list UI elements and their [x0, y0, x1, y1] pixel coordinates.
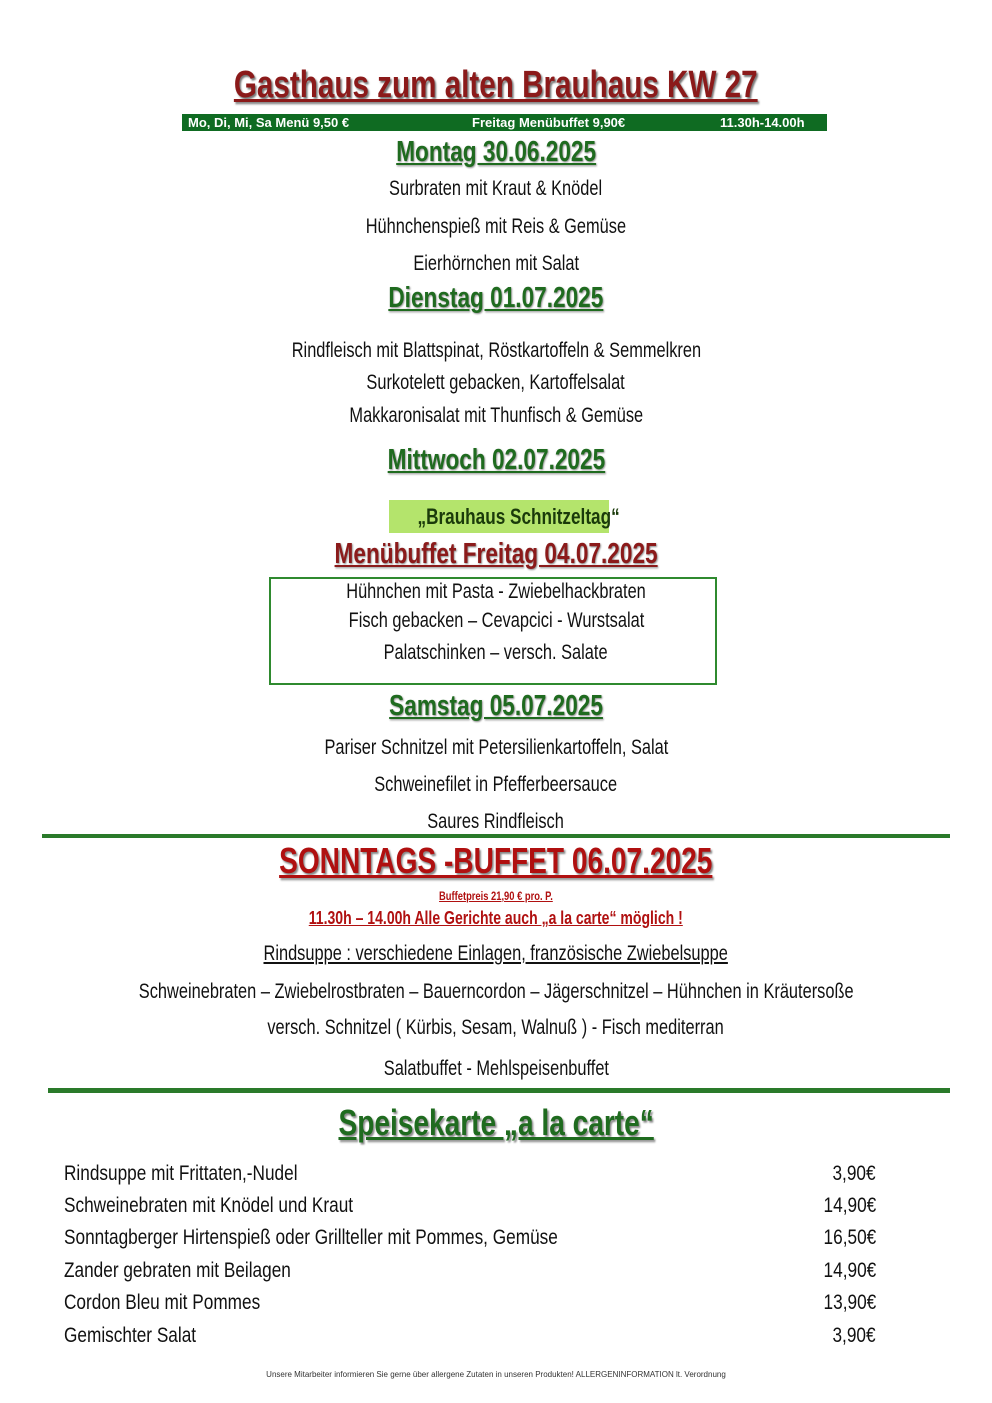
allergen-footer: Unsere Mitarbeiter informieren Sie gerne über allergene Zutaten in unseren Produkten! ALLERGENINFORMATION lt. Verordnung — [266, 1370, 726, 1379]
carte-item — [64, 1194, 876, 1224]
carte-item-name: Cordon Bleu mit Pommes — [64, 1291, 261, 1314]
carte-item — [64, 1226, 876, 1256]
carte-item — [64, 1259, 876, 1289]
page-title: Gasthaus zum alten Brauhaus KW 27 — [234, 64, 758, 106]
divider — [48, 1088, 950, 1093]
carte-item-price: 13,90€ — [823, 1291, 876, 1314]
divider — [42, 834, 950, 838]
dish-item: Eierhörnchen mit Salat — [413, 252, 579, 275]
sunday-line: Salatbuffet - Mehlspeisenbuffet — [383, 1057, 609, 1080]
info-buffet-price: Freitag Menübuffet 9,90€ — [472, 115, 626, 130]
carte-item-price: 16,50€ — [823, 1226, 876, 1249]
info-bar — [182, 114, 827, 131]
dish-item: Palatschinken – versch. Salate — [383, 641, 608, 664]
carte-item-price: 3,90€ — [832, 1324, 876, 1347]
day-heading-monday: Montag 30.06.2025 — [396, 136, 596, 168]
sunday-note: 11.30h – 14.00h Alle Gerichte auch „a la carte“ möglich ! — [308, 908, 684, 928]
carte-item-price: 14,90€ — [823, 1259, 876, 1282]
day-heading-wednesday: Mittwoch 02.07.2025 — [387, 444, 605, 476]
carte-item-name: Gemischter Salat — [64, 1324, 197, 1347]
schnitzeltag-badge: „Brauhaus Schnitzeltag“ — [389, 500, 609, 533]
day-heading-saturday: Samstag 05.07.2025 — [389, 690, 603, 722]
dish-item: Saures Rindfleisch — [427, 810, 565, 833]
info-opening-time: 11.30h-14.00h — [720, 115, 805, 130]
dish-item: Hühnchenspieß mit Reis & Gemüse — [365, 215, 627, 238]
sunday-line: versch. Schnitzel ( Kürbis, Sesam, Walnuß ) - Fisch mediterran — [267, 1016, 725, 1039]
carte-item-price: 14,90€ — [823, 1194, 876, 1217]
sunday-price: Buffetpreis 21,90 € pro. P. — [439, 889, 553, 903]
dish-item: Surbraten mit Kraut & Knödel — [389, 177, 603, 200]
carte-item-price: 3,90€ — [832, 1162, 876, 1185]
sunday-line: Schweinebraten – Zwiebelrostbraten – Bauerncordon – Jägerschnitzel – Hühnchen in Kräutersoße — [138, 980, 854, 1003]
day-heading-tuesday: Dienstag 01.07.2025 — [388, 282, 604, 314]
dish-item: Makkaronisalat mit Thunfisch & Gemüse — [349, 404, 643, 427]
info-menu-price: Mo, Di, Mi, Sa Menü 9,50 € — [188, 115, 350, 130]
carte-item — [64, 1291, 876, 1321]
dish-item: Fisch gebacken – Cevapcici - Wurstsalat — [348, 609, 644, 632]
carte-item-name: Rindsuppe mit Frittaten,-Nudel — [64, 1162, 298, 1185]
day-heading-friday: Menübuffet Freitag 04.07.2025 — [334, 538, 658, 570]
carte-item — [64, 1324, 876, 1354]
carte-item-name: Schweinebraten mit Knödel und Kraut — [64, 1194, 354, 1217]
carte-heading: Speisekarte „a la carte“ — [338, 1102, 654, 1143]
dish-item: Surkotelett gebacken, Kartoffelsalat — [366, 371, 626, 394]
carte-item-name: Zander gebraten mit Beilagen — [64, 1259, 291, 1282]
sunday-line: Rindsuppe : verschiedene Einlagen, französische Zwiebelsuppe — [263, 942, 729, 965]
page-title-row — [0, 64, 992, 107]
dish-item: Pariser Schnitzel mit Petersilienkartoffeln, Salat — [324, 736, 668, 759]
carte-item-name: Sonntagberger Hirtenspieß oder Grillteller mit Pommes, Gemüse — [64, 1226, 558, 1249]
dish-item: Hühnchen mit Pasta - Zwiebelhackbraten — [346, 580, 646, 603]
dish-item: Schweinefilet in Pfefferbeersauce — [374, 773, 618, 796]
sunday-heading: SONNTAGS -BUFFET 06.07.2025 — [279, 840, 713, 881]
carte-item — [64, 1162, 876, 1192]
dish-item: Rindfleisch mit Blattspinat, Röstkartoffeln & Semmelkren — [291, 339, 701, 362]
